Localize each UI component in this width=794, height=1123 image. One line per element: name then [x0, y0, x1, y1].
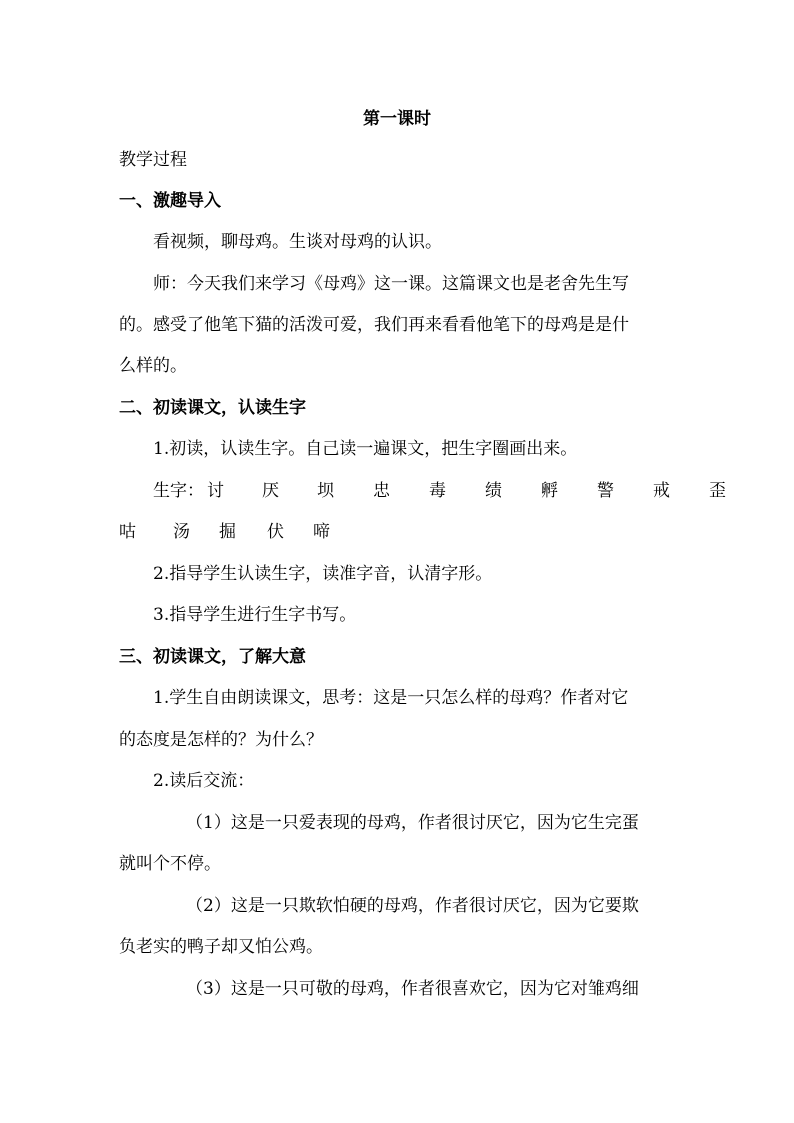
- heading-3: 三、初读课文，了解大意: [119, 647, 306, 667]
- char-item: 毒: [429, 481, 446, 501]
- step-3-1-line-2: 的态度是怎样的？为什么？: [119, 730, 323, 750]
- char-item: 掘: [219, 522, 236, 542]
- answer-1-line-2: 就叫个不停。: [119, 854, 221, 874]
- paragraph-2-line-3: 么样的。: [119, 356, 187, 376]
- char-item: 孵: [541, 481, 558, 501]
- char-item: 坝: [317, 481, 334, 501]
- char-item: 绩: [485, 481, 502, 501]
- answer-2-line-1: （2）这是一只欺软怕硬的母鸡，作者很讨厌它，因为它要欺: [186, 896, 639, 916]
- new-characters-row-2: [119, 520, 333, 544]
- heading-2: 二、初读课文，认读生字: [119, 398, 306, 418]
- section-label: 教学过程: [119, 150, 187, 170]
- char-item: 警: [597, 481, 614, 501]
- char-item: 伏: [267, 522, 284, 542]
- char-item: 歪: [709, 481, 726, 501]
- answer-2-line-2: 负老实的鸭子却又怕公鸡。: [119, 937, 323, 957]
- step-2-1: 1.初读，认读生字。自己读一遍课文，把生字圈画出来。: [153, 439, 578, 459]
- step-2-3: 3.指导学生进行生字书写。: [153, 605, 357, 625]
- step-3-1-line-1: 1.学生自由朗读课文，思考：这是一只怎么样的母鸡？作者对它: [153, 688, 629, 708]
- char-item: 咕: [119, 522, 136, 542]
- answer-3-line-1: （3）这是一只可敬的母鸡，作者很喜欢它，因为它对雏鸡细: [186, 979, 639, 999]
- heading-1: 一、激趣导入: [119, 191, 221, 211]
- char-item: 厌: [262, 481, 279, 501]
- char-item: 戒: [653, 481, 670, 501]
- paragraph-2-line-2: 的。感受了他笔下猫的活泼可爱，我们再来看看他笔下的母鸡是是什: [119, 315, 629, 335]
- char-item: 讨: [207, 481, 224, 501]
- char-item: 汤: [173, 522, 190, 542]
- paragraph-2-line-1: 师：今天我们来学习《母鸡》这一课。这篇课文也是老舍先生写: [153, 274, 629, 294]
- char-item: 啼: [313, 522, 330, 542]
- paragraph-1: 看视频，聊母鸡。生谈对母鸡的认识。: [153, 232, 442, 252]
- answer-1-line-1: （1）这是一只爱表现的母鸡，作者很讨厌它，因为它生完蛋: [186, 813, 639, 833]
- new-characters-row-1: [153, 479, 729, 503]
- page-title: 第一课时: [363, 109, 431, 129]
- chars-label: 生字：: [153, 481, 204, 501]
- step-3-2: 2.读后交流：: [153, 771, 255, 791]
- char-item: 忠: [373, 481, 390, 501]
- step-2-2: 2.指导学生认读生字，读准字音，认清字形。: [153, 564, 493, 584]
